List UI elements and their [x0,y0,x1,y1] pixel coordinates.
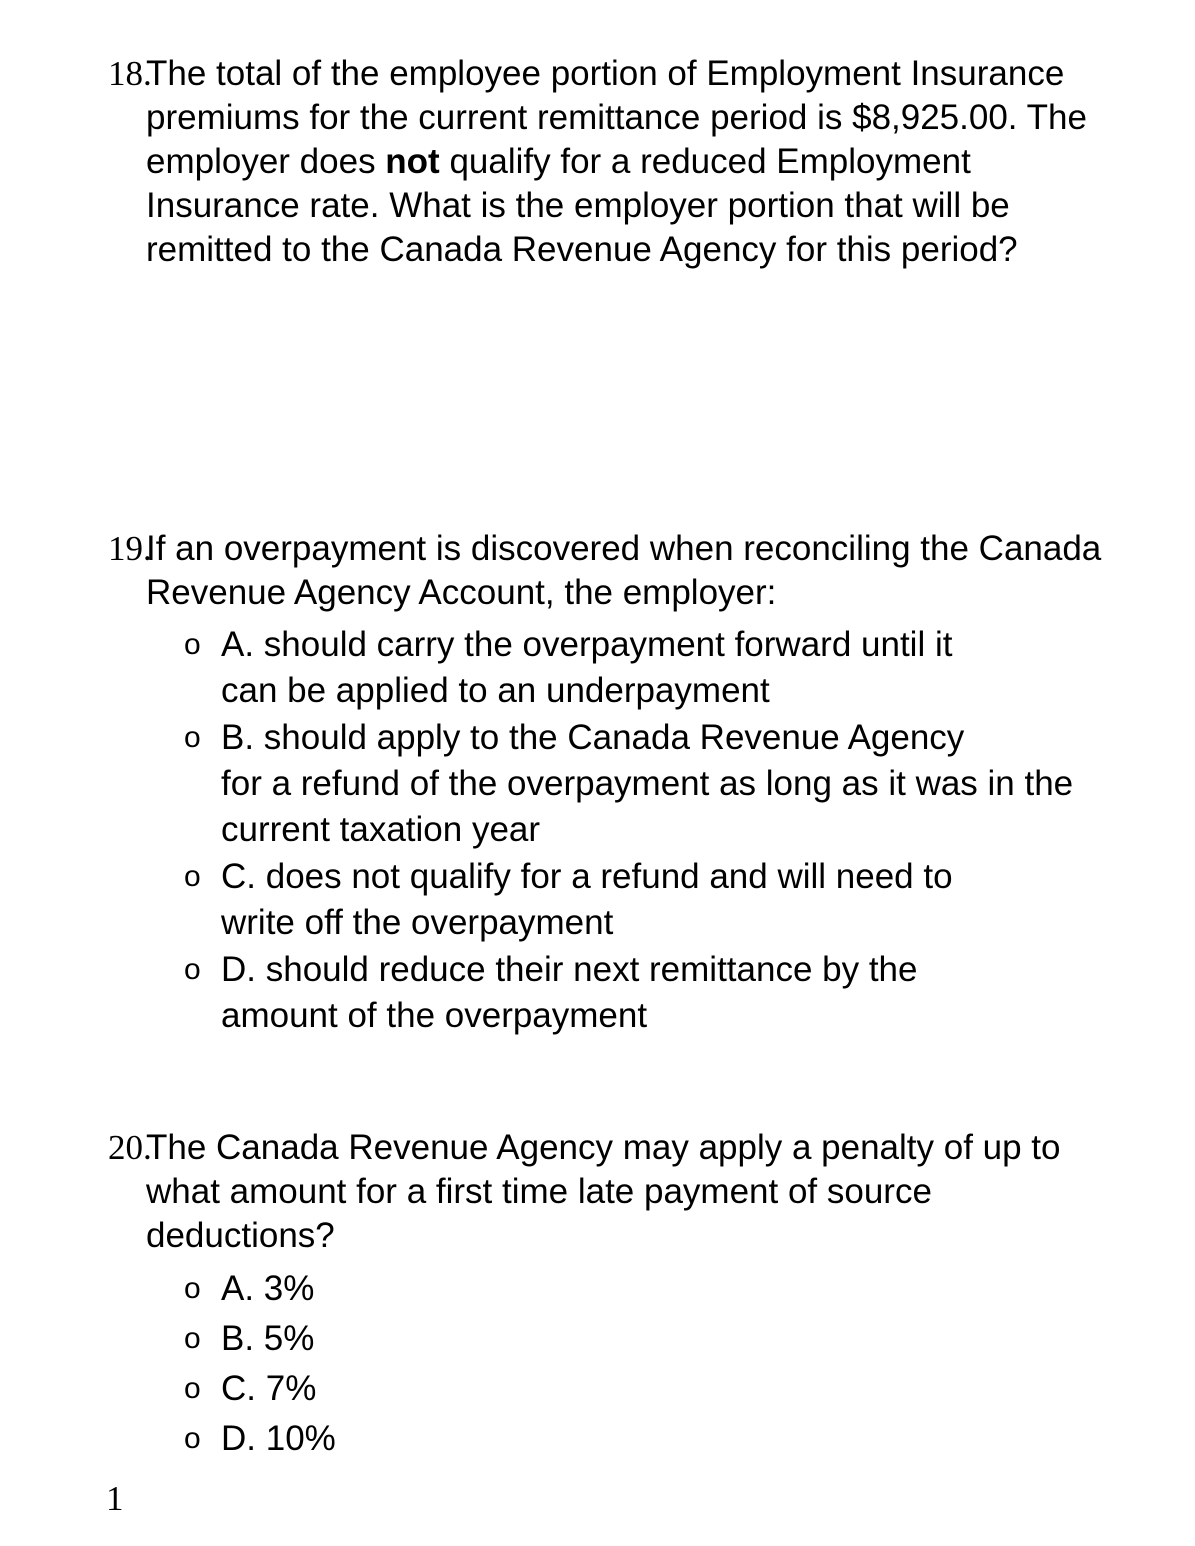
option-label-continued: for a refund of the overpayment as long as it was in the current taxation year [221,764,1074,849]
option-d[interactable] [108,946,1108,1039]
option-label: D. 10% [221,1419,336,1458]
option-label: B. should apply to the Canada Revenue Agency [221,718,965,757]
option-a[interactable] [108,621,1108,714]
question-text: The Canada Revenue Agency may apply a penalty of up to what amount for a first time late payment of source deductions? [146,1128,1061,1255]
question-text [146,52,1108,272]
option-a[interactable] [108,1264,1108,1314]
radio-bullet-icon[interactable]: o [184,953,201,986]
question-number: 19. [108,529,152,568]
question-18-row [108,52,1108,272]
option-label: A. 3% [221,1269,315,1308]
option-b[interactable] [108,1314,1108,1364]
page-number: 1 [106,1479,124,1518]
answer-options [108,621,1108,1039]
option-c[interactable] [108,1364,1108,1414]
question-text-part: The total of the employee portion of Employment Insurance premiums for the current remittance period is $8,925.00. The employer does [146,54,1087,181]
option-label: A. should carry the overpayment forward until it [221,625,953,664]
question-19 [108,527,1108,1039]
question-18 [108,52,1108,272]
answer-options [108,1264,1108,1464]
option-b[interactable] [108,714,1108,853]
option-label-continued: write off the overpayment [221,903,614,942]
radio-bullet-icon[interactable]: o [184,721,201,754]
question-number: 18. [108,54,152,93]
option-label: B. 5% [221,1319,315,1358]
radio-bullet-icon[interactable]: o [184,1272,201,1305]
option-label: C. does not qualify for a refund and will need to [221,857,953,896]
radio-bullet-icon[interactable]: o [184,1422,201,1455]
emphasis-text: not [385,142,440,181]
option-d[interactable] [108,1414,1108,1464]
question-20 [108,1126,1108,1464]
option-label: C. 7% [221,1369,317,1408]
radio-bullet-icon[interactable]: o [184,860,201,893]
question-19-row [108,527,1108,615]
question-number: 20. [108,1128,152,1167]
option-c[interactable] [108,853,1108,946]
radio-bullet-icon[interactable]: o [184,1372,201,1405]
question-text-part: qualify for a reduced Employment Insurance rate. What is the employer portion that will be remitted to the Canada Revenue Agency for this period? [146,142,1018,269]
question-text: If an overpayment is discovered when reconciling the Canada Revenue Agency Account, the employer: [146,529,1102,612]
radio-bullet-icon[interactable]: o [184,628,201,661]
option-label-continued: amount of the overpayment [221,996,648,1035]
question-20-row [108,1126,1108,1258]
radio-bullet-icon[interactable]: o [184,1322,201,1355]
option-label-continued: can be applied to an underpayment [221,671,770,710]
option-label: D. should reduce their next remittance by the [221,950,918,989]
